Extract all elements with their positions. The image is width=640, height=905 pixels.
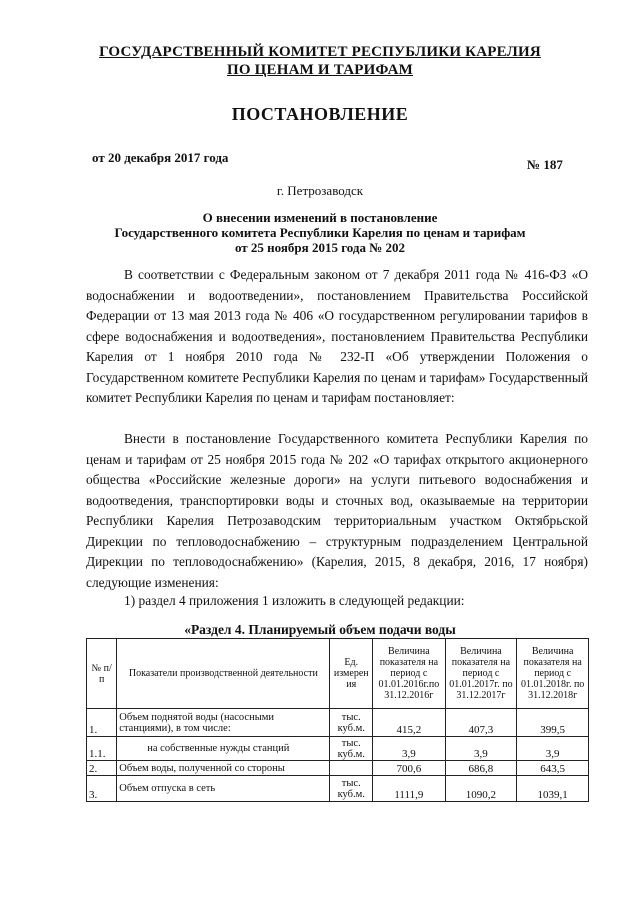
row-val1: 415,2 [373,709,445,737]
org-name-line1: ГОСУДАРСТВЕННЫЙ КОМИТЕТ РЕСПУБЛИКИ КАРЕЛИЯ [99,44,541,60]
row-val2: 686,8 [445,761,517,776]
table-row [87,737,589,761]
row-num: 3. [87,776,117,802]
row-val3: 399,5 [517,709,589,737]
row-indicator: Объем отпуска в сеть [117,776,330,802]
row-indicator: на собственные нужды станций [117,737,330,761]
header-unit: Ед. измерен ия [330,639,373,709]
row-val2: 3,9 [445,737,517,761]
header-indicator: Показатели производственной деятельности [117,639,330,709]
document-type: ПОСТАНОВЛЕНИЕ [231,104,409,124]
table-row [87,761,589,776]
header-val1: Величина показателя на период с 01.01.2016г.по 31.12.2016г [373,639,445,709]
row-val2: 407,3 [445,709,517,737]
table-caption: «Раздел 4. Планируемый объем подачи воды [184,622,456,637]
document-date: от 20 декабря 2017 года [92,150,229,165]
row-indicator: Объем воды, полученной со стороны [117,761,330,776]
subject-line1: О внесении изменений в постановление [202,210,438,225]
header-val2: Величина показателя на период с 01.01.2017г. по 31.12.2017г [445,639,517,709]
document-city: г. Петрозаводск [276,183,364,198]
document-subject [0,210,640,255]
row-val3: 643,5 [517,761,589,776]
row-val1: 1111,9 [373,776,445,802]
row-val2: 1090,2 [445,776,517,802]
row-unit: тыс. куб.м. [330,776,373,802]
header-num: № п/п [87,639,117,709]
row-val3: 3,9 [517,737,589,761]
row-num: 1.1. [87,737,117,761]
table-row [87,776,589,802]
water-supply-table [86,638,589,802]
subject-line3: от 25 ноября 2015 года № 202 [234,240,406,255]
row-val1: 3,9 [373,737,445,761]
row-num: 2. [87,761,117,776]
row-unit [330,761,373,776]
row-unit: тыс. куб.м. [330,709,373,737]
table-row [87,709,589,737]
document-number: № 187 [527,157,563,172]
row-unit: тыс. куб.м. [330,737,373,761]
org-name-line2: ПО ЦЕНАМ И ТАРИФАМ [226,62,414,78]
subject-line2: Государственного комитета Республики Карелия по ценам и тарифам [114,225,526,240]
body-paragraph-2: Внести в постановление Государственного комитета Республики Карелия по ценам и тарифам от 25 ноября 2015 года № 202 «О тарифах открытого акционерного общества «Российские железные дороги» на услуги питьевого водоснабжения и водоотведения, транспортировки воды и сточных вод, оказываемые на территории Республики Карелия Петрозаводским территориальным участком Октябрьской Дирекции по тепловодоснабжению – структурным подразделением Центральной Дирекции по тепловодоснабжению» (Карелия, 2015, 8 декабря, 2016, 17 ноября) следующие изменения: [86,431,588,590]
row-num: 1. [87,709,117,737]
row-val3: 1039,1 [517,776,589,802]
table-header-row [87,639,589,709]
body-paragraph-1: В соответствии с Федеральным законом от 7 декабря 2011 года № 416-ФЗ «О водоснабжении и водоотведении», постановлением Правительства Российской Федерации от 13 мая 2013 года № 406 «О государственном регулировании тарифов в сфере водоснабжения и водоотведения», постановлением Правительства Республики Карелия от 1 ноября 2010 года № 232-П «Об утверждении Положения о Государственном комитете Республики Карелия по ценам и тарифам» Государственный комитет Республики Карелия по ценам и тарифам постановляет: [86,267,588,405]
row-val1: 700,6 [373,761,445,776]
header-val3: Величина показателя на период с 01.01.2018г. по 31.12.2018г [517,639,589,709]
row-indicator: Объем поднятой воды (насосными станциями), в том числе: [117,709,330,737]
body-paragraph-3: 1) раздел 4 приложения 1 изложить в следующей редакции: [124,593,465,608]
